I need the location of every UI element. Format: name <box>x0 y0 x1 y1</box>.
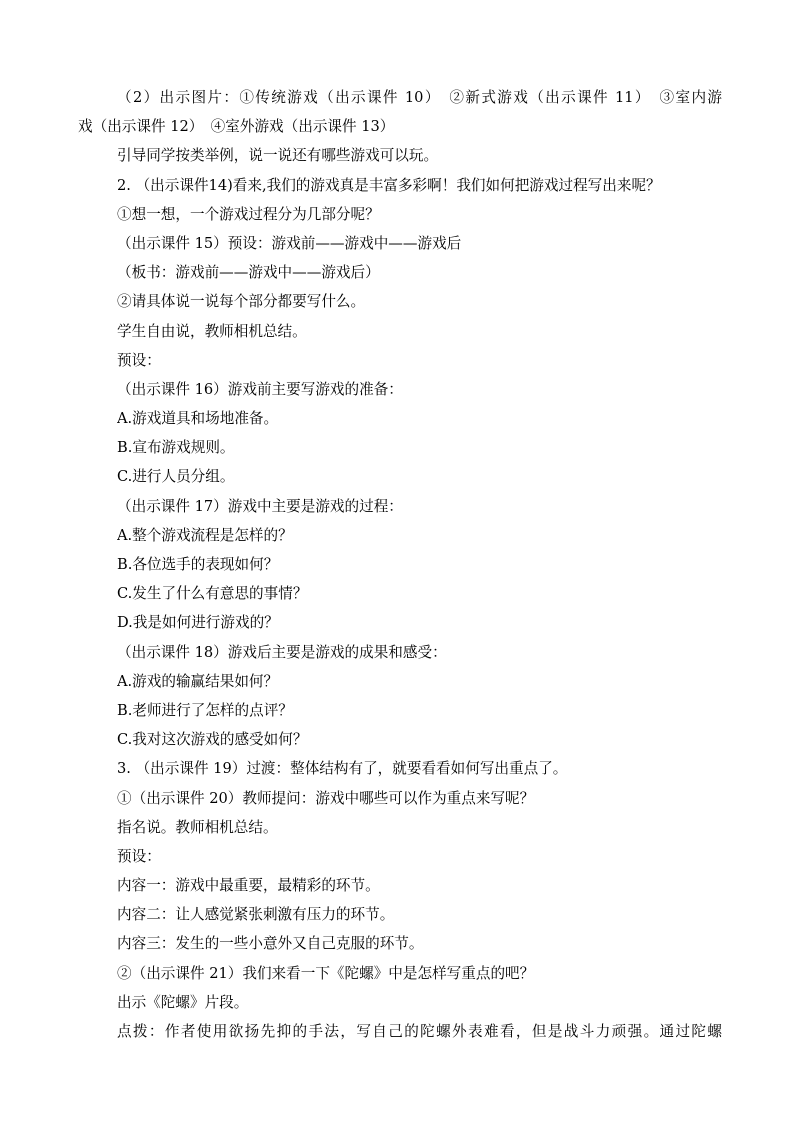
text-line: A.游戏的输赢结果如何？ <box>117 672 279 690</box>
text-line: 戏（出示课件 12） ④室外游戏（出示课件 13） <box>78 118 395 136</box>
text-line: （出示课件 17）游戏中主要是游戏的过程： <box>117 497 403 515</box>
text-line: 引导同学按类举例，说一说还有哪些游戏可以玩。 <box>117 147 439 165</box>
text-line: （出示课件 15）预设：游戏前——游戏中——游戏后 <box>117 234 462 252</box>
text-line: 3. （出示课件 19）过渡：整体结构有了，就要看看如何写出重点了。 <box>117 760 568 778</box>
text-line: 内容三：发生的一些小意外又自己克服的环节。 <box>117 935 424 953</box>
text-line: 内容二：让人感觉紧张刺激有压力的环节。 <box>117 906 395 924</box>
text-line: （2）出示图片：①传统游戏（出示课件 10） ②新式游戏（出示课件 11） ③室内游 <box>117 89 722 106</box>
text-line: 预设： <box>117 351 161 369</box>
text-line: A.整个游戏流程是怎样的？ <box>117 526 293 544</box>
text-line: （出示课件 16）游戏前主要写游戏的准备： <box>117 380 403 398</box>
text-line: C.进行人员分组。 <box>117 468 235 486</box>
text-line: 2. （出示课件14)看来,我们的游戏真是丰富多彩啊！我们如何把游戏过程写出来呢？ <box>117 176 661 194</box>
text-line: ①想一想，一个游戏过程分为几部分呢？ <box>117 205 380 223</box>
text-line: A.游戏道具和场地准备。 <box>117 410 279 428</box>
text-line: 指名说。教师相机总结。 <box>117 818 278 836</box>
text-line: C.我对这次游戏的感受如何？ <box>117 731 308 749</box>
text-line: ①（出示课件 20）教师提问：游戏中哪些可以作为重点来写呢？ <box>117 789 535 807</box>
text-line: C.发生了什么有意思的事情？ <box>117 585 308 603</box>
lesson-plan-body <box>78 83 722 1046</box>
text-line: 预设： <box>117 847 161 865</box>
text-line: ②（出示课件 21）我们来看一下《陀螺》中是怎样写重点的吧？ <box>117 964 535 982</box>
text-line: B.老师进行了怎样的点评？ <box>117 701 293 719</box>
text-line: （板书：游戏前——游戏中——游戏后） <box>117 264 380 282</box>
text-line: ②请具体说一说每个部分都要写什么。 <box>117 293 366 311</box>
text-line: 内容一：游戏中最重要，最精彩的环节。 <box>117 877 380 895</box>
text-line: B.宣布游戏规则。 <box>117 439 235 457</box>
text-line: 出示《陀螺》片段。 <box>117 993 249 1011</box>
text-line: 学生自由说，教师相机总结。 <box>117 322 307 340</box>
text-line: D.我是如何进行游戏的？ <box>117 614 279 632</box>
text-line: （出示课件 18）游戏后主要是游戏的成果和感受： <box>117 643 447 661</box>
text-line: B.各位选手的表现如何？ <box>117 556 279 573</box>
text-line: 点拨：作者使用欲扬先抑的手法，写自己的陀螺外表难看，但是战斗力顽强。通过陀螺 <box>117 1023 722 1040</box>
